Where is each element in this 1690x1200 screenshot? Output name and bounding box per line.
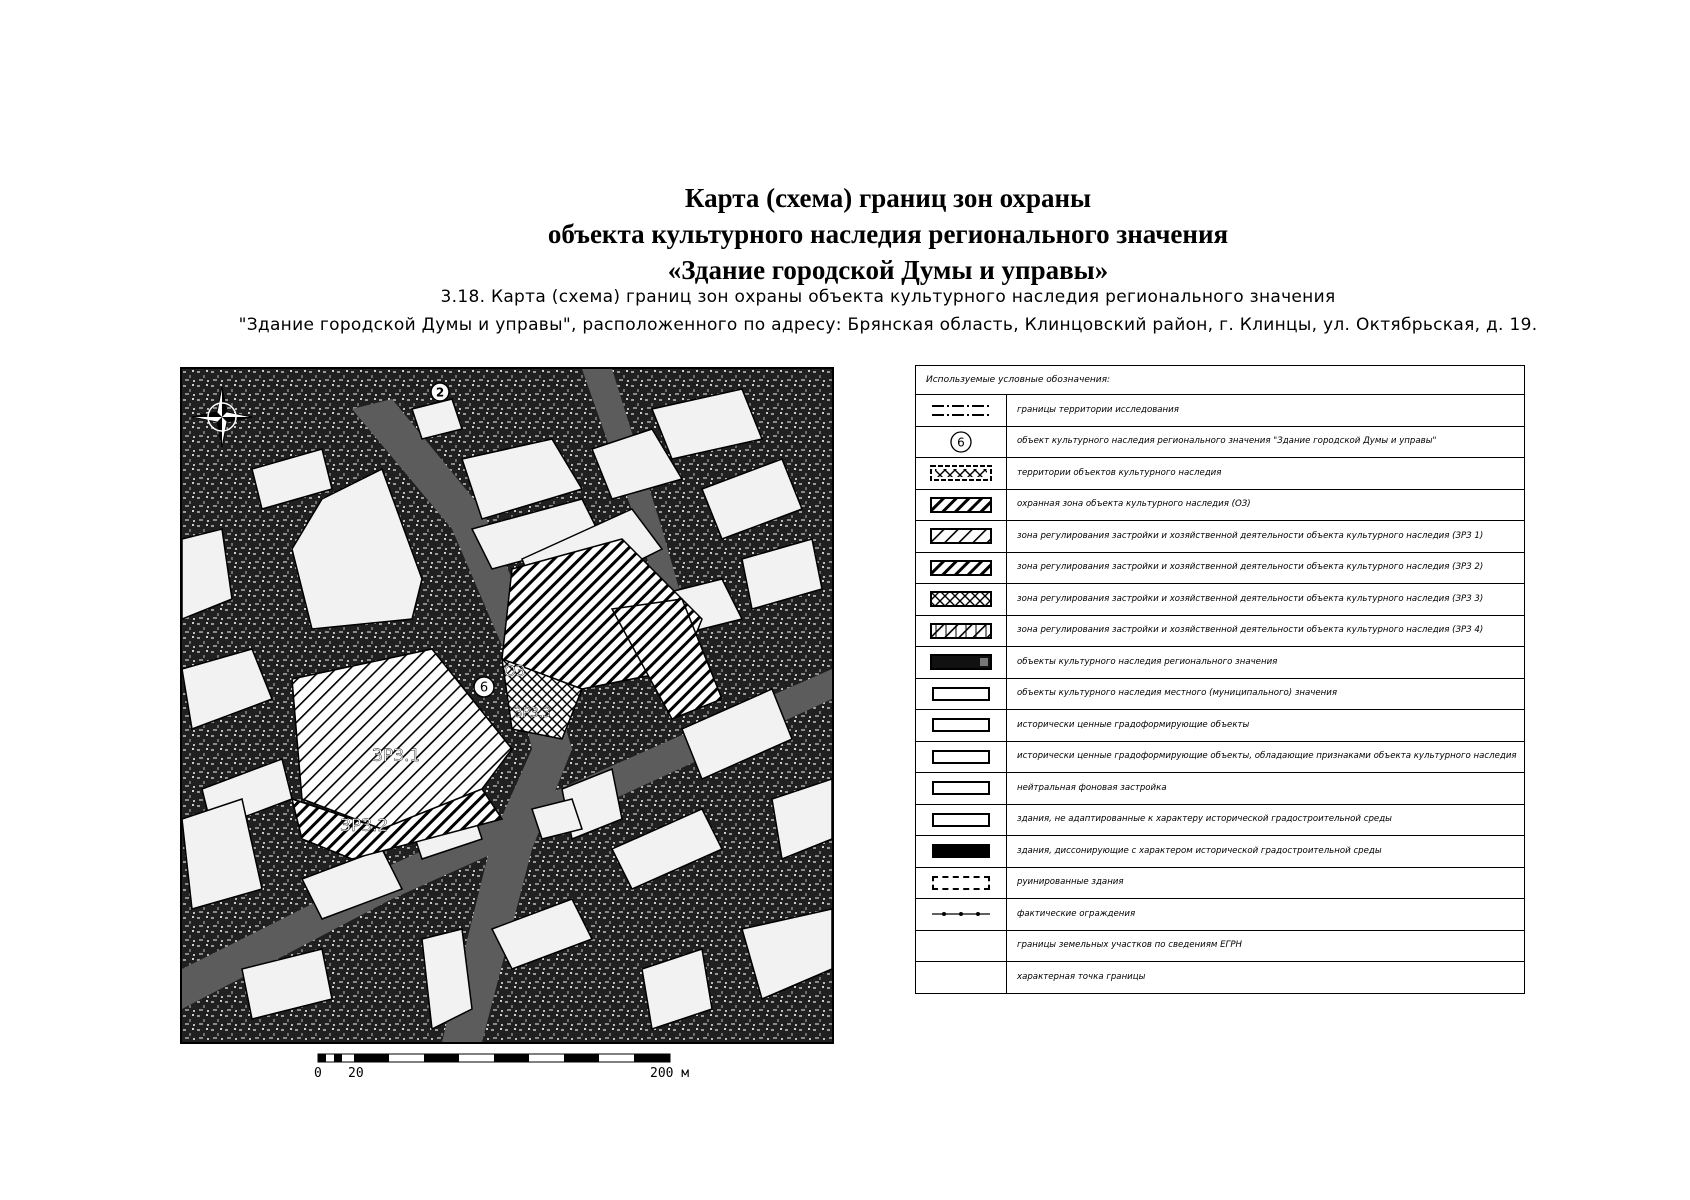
legend-label: зона регулирования застройки и хозяйственной деятельности объекта культурного наследия (ЗРЗ 4) bbox=[1017, 625, 1484, 636]
legend-label: охранная зона объекта культурного наследия (ОЗ) bbox=[1017, 499, 1251, 510]
historic-valuable-heritage-icon bbox=[932, 750, 990, 764]
legend-row bbox=[916, 553, 1524, 585]
boundary-point-icon bbox=[930, 971, 992, 983]
legend-label: здания, диссонирующие с характером исторической градостроительной среды bbox=[1017, 845, 1382, 856]
zr3-3-icon bbox=[930, 591, 992, 607]
map-legend bbox=[915, 365, 1525, 994]
legend-row bbox=[916, 679, 1524, 711]
legend-label: нейтральная фоновая застройка bbox=[1017, 782, 1167, 793]
legend-label: фактические ограждения bbox=[1017, 908, 1136, 919]
scale-label-200: 200 м bbox=[650, 1066, 690, 1081]
marker-label: 2 bbox=[435, 385, 445, 400]
scale-bar bbox=[310, 1052, 690, 1092]
neutral-background-icon bbox=[932, 781, 990, 795]
ruined-icon bbox=[932, 876, 990, 890]
legend-row bbox=[916, 962, 1524, 993]
fences-icon bbox=[930, 908, 992, 920]
map-canvas bbox=[182, 369, 832, 1042]
legend-row bbox=[916, 836, 1524, 868]
scale-label-20: 20 bbox=[348, 1066, 364, 1081]
scale-label-0: 0 bbox=[314, 1066, 322, 1081]
zone-label-zr3-1: ЗРЗ.1 bbox=[372, 746, 421, 766]
legend-row bbox=[916, 616, 1524, 648]
legend-label: объект культурного наследия регионального значения "Здание городской Думы и управы" bbox=[1017, 436, 1437, 447]
legend-row bbox=[916, 490, 1524, 522]
map-subtitle-line2: "Здание городской Думы и управы", расположенного по адресу: Брянская область, Клинцовский район, г. Клинцы, ул. Октябрьская, д. 19. bbox=[238, 315, 1538, 335]
legend-row bbox=[916, 521, 1524, 553]
land-plot-boundary-icon bbox=[930, 940, 992, 952]
legend-row bbox=[916, 458, 1524, 490]
protection-zone-icon bbox=[930, 497, 992, 513]
local-heritage-icon bbox=[932, 687, 990, 701]
legend-heading: Используемые условные обозначения: bbox=[916, 366, 1524, 395]
legend-label: границы земельных участков по сведениям ЕГРН bbox=[1017, 940, 1242, 951]
legend-row bbox=[916, 805, 1524, 837]
satellite-map[interactable] bbox=[180, 367, 834, 1044]
legend-label: исторически ценные градоформирующие объекты, обладающие признаками объекта культурного наследия bbox=[1017, 751, 1517, 762]
map-subtitle-line1: 3.18. Карта (схема) границ зон охраны объекта культурного наследия регионального значения bbox=[440, 287, 1336, 307]
object-number-icon bbox=[948, 429, 974, 455]
scale-bar-graphic bbox=[310, 1052, 690, 1066]
legend-label: характерная точка границы bbox=[1017, 971, 1146, 982]
legend-row bbox=[916, 584, 1524, 616]
zone-label-zr3-3: ЗРЗ.3 bbox=[514, 706, 551, 721]
legend-label: объекты культурного наследия регионального значения bbox=[1017, 656, 1278, 667]
heritage-territory-icon bbox=[930, 465, 992, 481]
map-title-line1: Карта (схема) границ зон охраны bbox=[684, 183, 1092, 213]
dissonant-icon bbox=[932, 844, 990, 858]
zr3-1-icon bbox=[930, 528, 992, 544]
object-marker-label: 6 bbox=[479, 680, 489, 696]
legend-label: исторически ценные градоформирующие объекты bbox=[1017, 719, 1250, 730]
legend-row bbox=[916, 931, 1524, 963]
map-title-line3: «Здание городской Думы и управы» bbox=[667, 255, 1109, 285]
legend-row bbox=[916, 427, 1524, 459]
zone-label-zr3-2: ЗРЗ.2 bbox=[340, 816, 389, 836]
not-adapted-icon bbox=[932, 813, 990, 827]
regional-heritage-icon bbox=[930, 654, 992, 670]
legend-row bbox=[916, 868, 1524, 900]
legend-label: здания, не адаптированные к характеру исторической градостроительной среды bbox=[1017, 814, 1392, 825]
legend-row bbox=[916, 710, 1524, 742]
survey-boundary-icon bbox=[930, 401, 992, 419]
legend-label: объекты культурного наследия местного (муниципального) значения bbox=[1017, 688, 1338, 699]
historic-valuable-icon bbox=[932, 718, 990, 732]
legend-label: руинированные здания bbox=[1017, 877, 1124, 888]
legend-label: зона регулирования застройки и хозяйственной деятельности объекта культурного наследия (ЗРЗ 1) bbox=[1017, 530, 1484, 541]
svg-text:6: 6 bbox=[957, 435, 965, 450]
legend-label: территории объектов культурного наследия bbox=[1017, 467, 1222, 478]
zone-label-o3: ОЗ bbox=[504, 662, 526, 680]
legend-row bbox=[916, 773, 1524, 805]
zr3-2-icon bbox=[930, 560, 992, 576]
legend-label: зона регулирования застройки и хозяйственной деятельности объекта культурного наследия (ЗРЗ 2) bbox=[1017, 562, 1484, 573]
legend-label: зона регулирования застройки и хозяйственной деятельности объекта культурного наследия (ЗРЗ 3) bbox=[1017, 593, 1484, 604]
legend-row bbox=[916, 742, 1524, 774]
legend-row bbox=[916, 647, 1524, 679]
map-title-line2: объекта культурного наследия регионального значения bbox=[547, 219, 1229, 249]
legend-row bbox=[916, 899, 1524, 931]
legend-row bbox=[916, 395, 1524, 427]
zr3-4-icon bbox=[930, 623, 992, 639]
legend-label: границы территории исследования bbox=[1017, 404, 1179, 415]
